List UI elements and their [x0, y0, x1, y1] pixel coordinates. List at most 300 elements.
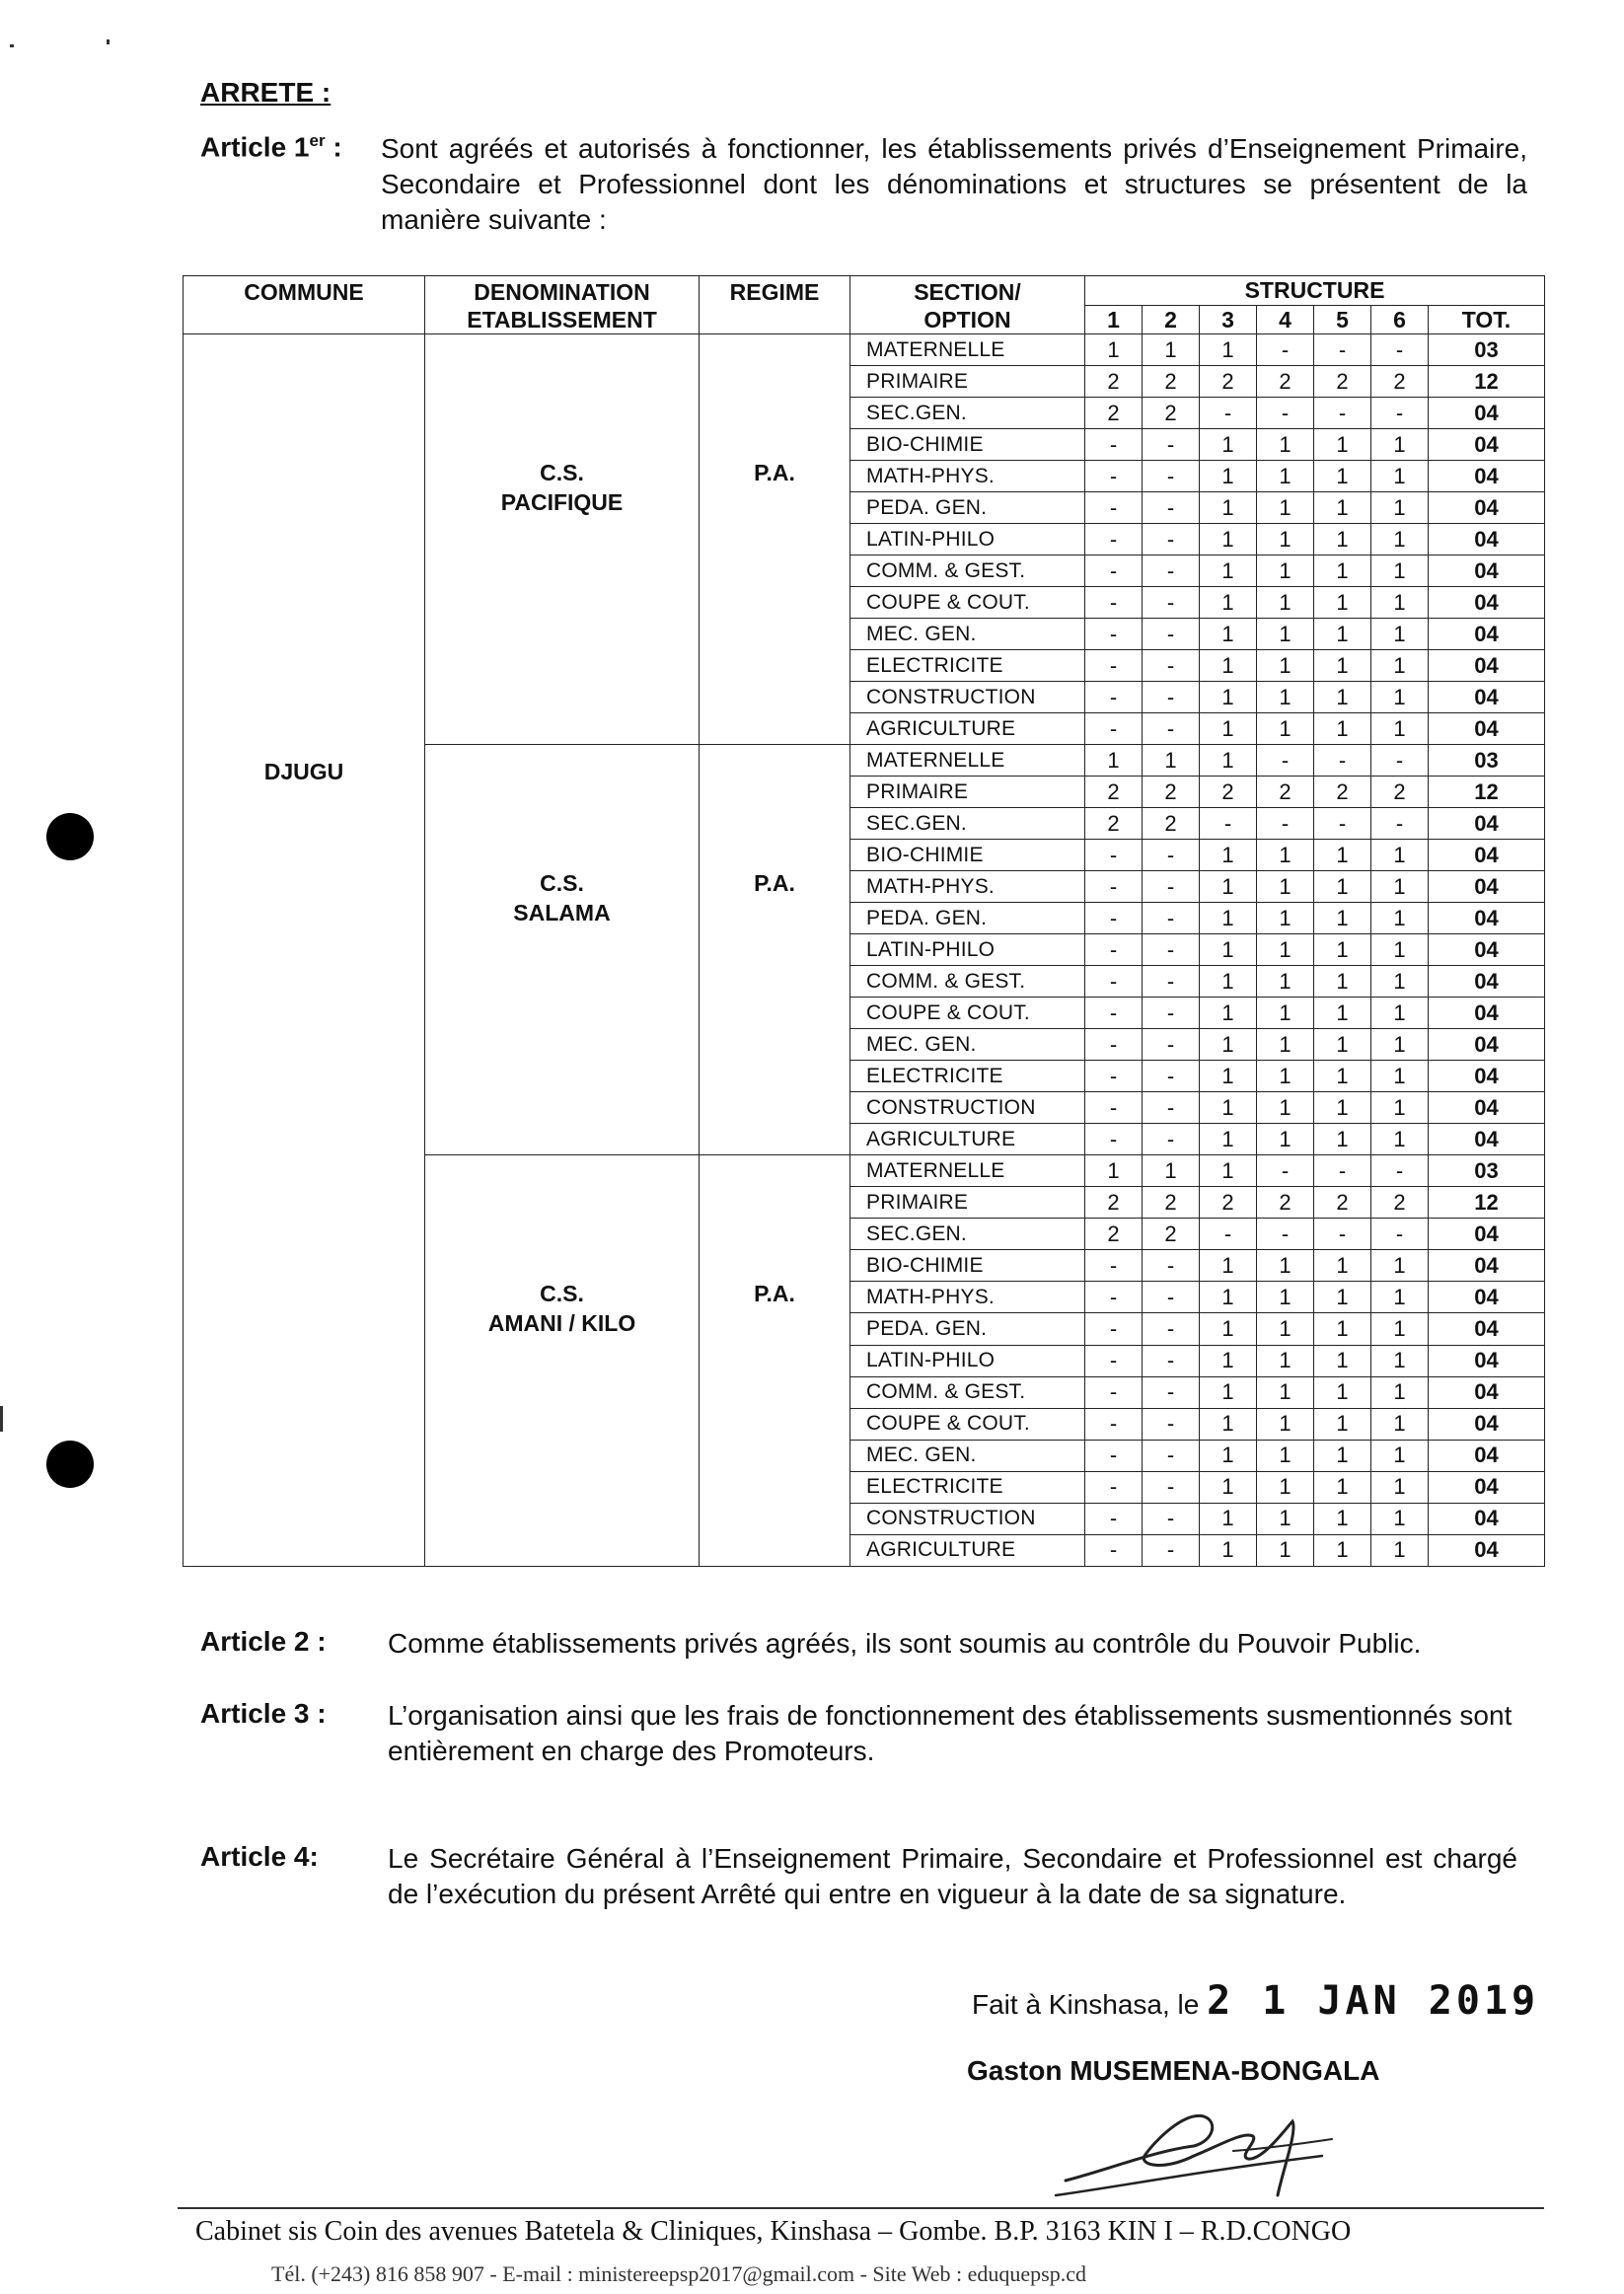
- class-count-cell: 1: [1314, 1345, 1371, 1376]
- class-count-cell: -: [1200, 808, 1257, 840]
- class-count-cell: 1: [1257, 1092, 1314, 1124]
- class-count-cell: 1: [1314, 1313, 1371, 1345]
- class-count-cell: 1: [1371, 871, 1429, 903]
- class-count-cell: 1: [1314, 619, 1371, 650]
- class-count-cell: -: [1143, 998, 1200, 1029]
- class-count-cell: 1: [1314, 1471, 1371, 1503]
- class-count-cell: -: [1143, 1408, 1200, 1440]
- total-cell: 04: [1429, 1440, 1545, 1471]
- total-cell: 04: [1429, 808, 1545, 840]
- class-count-cell: 1: [1371, 650, 1429, 682]
- article-2-label: Article 2 :: [200, 1626, 327, 1657]
- option-cell: MATERNELLE: [850, 334, 1085, 366]
- class-count-cell: -: [1085, 461, 1143, 492]
- class-count-cell: 1: [1371, 1471, 1429, 1503]
- option-cell: ELECTRICITE: [850, 650, 1085, 682]
- class-count-cell: 1: [1314, 1124, 1371, 1155]
- class-count-cell: 1: [1200, 1376, 1257, 1408]
- class-count-cell: 1: [1200, 1250, 1257, 1282]
- class-count-cell: 1: [1200, 1092, 1257, 1124]
- class-count-cell: 1: [1314, 840, 1371, 871]
- total-cell: 03: [1429, 334, 1545, 366]
- option-cell: MATERNELLE: [850, 745, 1085, 777]
- class-count-cell: 1: [1371, 966, 1429, 998]
- class-count-cell: -: [1143, 1061, 1200, 1092]
- scan-speck: [107, 39, 110, 44]
- class-count-cell: 2: [1314, 1187, 1371, 1219]
- class-count-cell: -: [1257, 1155, 1314, 1187]
- class-count-cell: 1: [1257, 871, 1314, 903]
- class-count-cell: 1: [1257, 1408, 1314, 1440]
- class-count-cell: 1: [1257, 1313, 1314, 1345]
- class-count-cell: 1: [1371, 1440, 1429, 1471]
- class-count-cell: 1: [1371, 555, 1429, 587]
- total-cell: 04: [1429, 650, 1545, 682]
- article-4-label: Article 4:: [200, 1841, 319, 1872]
- class-count-cell: 1: [1257, 429, 1314, 461]
- footer-address: Cabinet sis Coin des avenues Batetela & Cliniques, Kinshasa – Gombe. B.P. 3163 KIN I – R.D.CONGO: [195, 2216, 1352, 2247]
- class-count-cell: 1: [1257, 555, 1314, 587]
- class-count-cell: -: [1143, 1534, 1200, 1566]
- punch-hole-bottom: [46, 1441, 94, 1488]
- class-count-cell: 1: [1143, 1155, 1200, 1187]
- total-cell: 04: [1429, 840, 1545, 871]
- scan-edge-mark: [0, 1406, 3, 1432]
- article-3-text: L’organisation ainsi que les frais de fonctionnement des établissements susmentionnés sont entièrement en charge des Promoteurs.: [388, 1700, 1513, 1766]
- header-denomination: DENOMINATION ETABLISSEMENT: [425, 276, 700, 334]
- class-count-cell: -: [1143, 1440, 1200, 1471]
- class-count-cell: 1: [1200, 903, 1257, 934]
- establishment-name-line1: C.S.: [540, 870, 584, 897]
- establishment-name-line2: SALAMA: [513, 900, 611, 926]
- class-count-cell: 1: [1314, 713, 1371, 745]
- class-count-cell: 1: [1314, 555, 1371, 587]
- class-count-cell: 1: [1143, 745, 1200, 777]
- class-count-cell: -: [1085, 1503, 1143, 1534]
- class-count-cell: 1: [1257, 1503, 1314, 1534]
- class-count-cell: 2: [1200, 777, 1257, 808]
- total-cell: 04: [1429, 1124, 1545, 1155]
- class-count-cell: 1: [1200, 619, 1257, 650]
- class-count-cell: 1: [1371, 998, 1429, 1029]
- class-count-cell: 1: [1200, 713, 1257, 745]
- option-cell: MATH-PHYS.: [850, 461, 1085, 492]
- total-cell: 04: [1429, 1092, 1545, 1124]
- class-count-cell: -: [1143, 934, 1200, 966]
- class-count-cell: 1: [1257, 1534, 1314, 1566]
- class-count-cell: 1: [1371, 1345, 1429, 1376]
- class-count-cell: 1: [1371, 492, 1429, 524]
- class-count-cell: 1: [1200, 524, 1257, 555]
- option-cell: SEC.GEN.: [850, 808, 1085, 840]
- establishment-name-line1: C.S.: [540, 460, 584, 485]
- option-cell: PRIMAIRE: [850, 777, 1085, 808]
- class-count-cell: 1: [1314, 998, 1371, 1029]
- class-count-cell: -: [1085, 1440, 1143, 1471]
- regime-cell: [700, 745, 850, 1155]
- class-count-cell: 1: [1257, 840, 1314, 871]
- header-class-5: 5: [1314, 305, 1371, 334]
- class-count-cell: 1: [1371, 524, 1429, 555]
- class-count-cell: 1: [1314, 461, 1371, 492]
- class-count-cell: -: [1143, 1250, 1200, 1282]
- regime-cell: [700, 334, 850, 745]
- total-cell: 03: [1429, 745, 1545, 777]
- class-count-cell: 1: [1200, 1440, 1257, 1471]
- regime-value: P.A.: [754, 460, 795, 485]
- table-row: [184, 334, 1545, 366]
- class-count-cell: -: [1085, 1061, 1143, 1092]
- class-count-cell: -: [1143, 1313, 1200, 1345]
- total-cell: 04: [1429, 966, 1545, 998]
- option-cell: COMM. & GEST.: [850, 1376, 1085, 1408]
- class-count-cell: 1: [1371, 1313, 1429, 1345]
- class-count-cell: 1: [1200, 998, 1257, 1029]
- class-count-cell: 1: [1200, 1124, 1257, 1155]
- class-count-cell: 1: [1257, 1376, 1314, 1408]
- establishment-name-cell: [425, 334, 700, 745]
- class-count-cell: -: [1143, 429, 1200, 461]
- class-count-cell: -: [1143, 1503, 1200, 1534]
- option-cell: CONSTRUCTION: [850, 682, 1085, 713]
- class-count-cell: 1: [1371, 1250, 1429, 1282]
- class-count-cell: -: [1314, 1155, 1371, 1187]
- class-count-cell: 1: [1200, 682, 1257, 713]
- class-count-cell: 1: [1314, 1534, 1371, 1566]
- class-count-cell: 1: [1257, 619, 1314, 650]
- class-count-cell: -: [1143, 461, 1200, 492]
- class-count-cell: 1: [1371, 1061, 1429, 1092]
- class-count-cell: 1: [1257, 1124, 1314, 1155]
- option-cell: LATIN-PHILO: [850, 524, 1085, 555]
- class-count-cell: -: [1085, 998, 1143, 1029]
- class-count-cell: 1: [1200, 1061, 1257, 1092]
- establishment-name-line2: AMANI / KILO: [487, 1310, 636, 1337]
- header-class-6: 6: [1371, 305, 1429, 334]
- option-cell: MATERNELLE: [850, 1155, 1085, 1187]
- class-count-cell: -: [1314, 745, 1371, 777]
- class-count-cell: 1: [1200, 1282, 1257, 1313]
- class-count-cell: 1: [1314, 650, 1371, 682]
- option-cell: PRIMAIRE: [850, 1187, 1085, 1219]
- article-2-text: Comme établissements privés agréés, ils sont soumis au contrôle du Pouvoir Public.: [388, 1628, 1422, 1659]
- class-count-cell: -: [1085, 903, 1143, 934]
- class-count-cell: -: [1085, 619, 1143, 650]
- header-section-option: SECTION/ OPTION: [850, 276, 1085, 334]
- class-count-cell: 1: [1314, 1282, 1371, 1313]
- header-structure: STRUCTURE: [1085, 276, 1545, 306]
- structure-table: [183, 275, 1545, 1567]
- class-count-cell: 2: [1371, 777, 1429, 808]
- scan-speck: [10, 44, 14, 47]
- class-count-cell: 1: [1371, 619, 1429, 650]
- class-count-cell: 2: [1371, 366, 1429, 398]
- class-count-cell: -: [1143, 619, 1200, 650]
- class-count-cell: 2: [1200, 366, 1257, 398]
- class-count-cell: -: [1257, 808, 1314, 840]
- class-count-cell: 1: [1200, 429, 1257, 461]
- class-count-cell: 1: [1314, 492, 1371, 524]
- class-count-cell: 1: [1143, 334, 1200, 366]
- regime-value: P.A.: [754, 1281, 795, 1307]
- class-count-cell: 1: [1257, 1471, 1314, 1503]
- total-cell: 04: [1429, 1376, 1545, 1408]
- total-cell: 04: [1429, 492, 1545, 524]
- class-count-cell: -: [1143, 587, 1200, 619]
- article-1-text: Sont agréés et autorisés à fonctionner, les établissements privés d’Enseignement Primaire, Secondaire et Professionnel dont les dénominations et structures se présentent de la manière suivante :: [381, 133, 1527, 235]
- class-count-cell: 2: [1143, 366, 1200, 398]
- class-count-cell: 1: [1200, 492, 1257, 524]
- total-cell: 04: [1429, 1029, 1545, 1061]
- class-count-cell: 1: [1314, 682, 1371, 713]
- class-count-cell: 1: [1200, 934, 1257, 966]
- footer-contact: Tél. (+243) 816 858 907 - E-mail : ministereepsp2017@gmail.com - Site Web : eduquepsp.cd: [271, 2261, 1086, 2286]
- class-count-cell: -: [1085, 1282, 1143, 1313]
- class-count-cell: -: [1143, 871, 1200, 903]
- class-count-cell: 1: [1257, 650, 1314, 682]
- class-count-cell: 2: [1371, 1187, 1429, 1219]
- class-count-cell: 1: [1200, 871, 1257, 903]
- option-cell: COUPE & COUT.: [850, 998, 1085, 1029]
- class-count-cell: -: [1085, 587, 1143, 619]
- class-count-cell: 1: [1257, 1029, 1314, 1061]
- class-count-cell: 1: [1257, 966, 1314, 998]
- total-cell: 12: [1429, 366, 1545, 398]
- option-cell: LATIN-PHILO: [850, 934, 1085, 966]
- class-count-cell: -: [1143, 1029, 1200, 1061]
- class-count-cell: 1: [1314, 871, 1371, 903]
- class-count-cell: 1: [1314, 1440, 1371, 1471]
- total-cell: 04: [1429, 1408, 1545, 1440]
- class-count-cell: -: [1085, 1408, 1143, 1440]
- class-count-cell: 1: [1200, 1345, 1257, 1376]
- class-count-cell: -: [1371, 1219, 1429, 1250]
- class-count-cell: -: [1314, 1219, 1371, 1250]
- class-count-cell: 1: [1257, 1250, 1314, 1282]
- class-count-cell: 1: [1314, 1376, 1371, 1408]
- class-count-cell: -: [1371, 398, 1429, 429]
- option-cell: AGRICULTURE: [850, 1124, 1085, 1155]
- class-count-cell: 2: [1085, 1219, 1143, 1250]
- class-count-cell: 1: [1371, 713, 1429, 745]
- total-cell: 04: [1429, 1219, 1545, 1250]
- class-count-cell: 2: [1085, 808, 1143, 840]
- class-count-cell: -: [1085, 682, 1143, 713]
- class-count-cell: -: [1085, 1313, 1143, 1345]
- option-cell: BIO-CHIMIE: [850, 429, 1085, 461]
- total-cell: 04: [1429, 934, 1545, 966]
- class-count-cell: -: [1085, 492, 1143, 524]
- option-cell: AGRICULTURE: [850, 1534, 1085, 1566]
- class-count-cell: -: [1085, 650, 1143, 682]
- class-count-cell: -: [1257, 1219, 1314, 1250]
- class-count-cell: 1: [1200, 840, 1257, 871]
- class-count-cell: 1: [1200, 1408, 1257, 1440]
- class-count-cell: 1: [1200, 650, 1257, 682]
- class-count-cell: 2: [1085, 777, 1143, 808]
- decree-heading: ARRETE :: [200, 77, 332, 108]
- class-count-cell: -: [1085, 713, 1143, 745]
- class-count-cell: 1: [1200, 1029, 1257, 1061]
- class-count-cell: 1: [1371, 461, 1429, 492]
- class-count-cell: -: [1143, 492, 1200, 524]
- class-count-cell: 1: [1200, 1155, 1257, 1187]
- option-cell: PEDA. GEN.: [850, 492, 1085, 524]
- class-count-cell: 1: [1371, 1408, 1429, 1440]
- class-count-cell: 2: [1143, 1187, 1200, 1219]
- class-count-cell: 1: [1314, 1503, 1371, 1534]
- class-count-cell: -: [1314, 334, 1371, 366]
- regime-value: P.A.: [754, 870, 795, 897]
- option-cell: AGRICULTURE: [850, 713, 1085, 745]
- class-count-cell: -: [1143, 713, 1200, 745]
- class-count-cell: 1: [1371, 1376, 1429, 1408]
- class-count-cell: 1: [1200, 745, 1257, 777]
- class-count-cell: -: [1143, 1282, 1200, 1313]
- total-cell: 12: [1429, 777, 1545, 808]
- class-count-cell: 2: [1200, 1187, 1257, 1219]
- total-cell: 04: [1429, 1250, 1545, 1282]
- total-cell: 12: [1429, 1187, 1545, 1219]
- class-count-cell: 1: [1371, 1029, 1429, 1061]
- total-cell: 04: [1429, 524, 1545, 555]
- class-count-cell: 1: [1314, 429, 1371, 461]
- class-count-cell: -: [1085, 429, 1143, 461]
- total-cell: 03: [1429, 1155, 1545, 1187]
- class-count-cell: 1: [1257, 682, 1314, 713]
- class-count-cell: 1: [1257, 524, 1314, 555]
- class-count-cell: -: [1085, 934, 1143, 966]
- option-cell: MATH-PHYS.: [850, 871, 1085, 903]
- class-count-cell: -: [1143, 682, 1200, 713]
- class-count-cell: 2: [1143, 777, 1200, 808]
- class-count-cell: 2: [1257, 1187, 1314, 1219]
- total-cell: 04: [1429, 461, 1545, 492]
- class-count-cell: 1: [1257, 1440, 1314, 1471]
- class-count-cell: -: [1085, 555, 1143, 587]
- option-cell: ELECTRICITE: [850, 1471, 1085, 1503]
- class-count-cell: 1: [1257, 903, 1314, 934]
- class-count-cell: -: [1314, 398, 1371, 429]
- class-count-cell: -: [1085, 1345, 1143, 1376]
- class-count-cell: 1: [1257, 998, 1314, 1029]
- class-count-cell: 1: [1257, 1282, 1314, 1313]
- class-count-cell: 1: [1371, 934, 1429, 966]
- class-count-cell: 1: [1371, 1092, 1429, 1124]
- class-count-cell: 1: [1200, 334, 1257, 366]
- header-row-1: [184, 276, 1545, 306]
- date-stamp: 2 1 JAN 2019: [1207, 1978, 1540, 2024]
- class-count-cell: 1: [1257, 492, 1314, 524]
- class-count-cell: 1: [1371, 1282, 1429, 1313]
- class-count-cell: -: [1143, 650, 1200, 682]
- class-count-cell: 2: [1314, 777, 1371, 808]
- class-count-cell: 2: [1085, 398, 1143, 429]
- class-count-cell: 1: [1371, 429, 1429, 461]
- class-count-cell: 1: [1314, 587, 1371, 619]
- option-cell: CONSTRUCTION: [850, 1092, 1085, 1124]
- class-count-cell: 1: [1085, 1155, 1143, 1187]
- class-count-cell: -: [1085, 1124, 1143, 1155]
- total-cell: 04: [1429, 587, 1545, 619]
- header-class-1: 1: [1085, 305, 1143, 334]
- total-cell: 04: [1429, 1503, 1545, 1534]
- establishment-name-line1: C.S.: [540, 1281, 584, 1307]
- class-count-cell: 1: [1200, 1471, 1257, 1503]
- class-count-cell: 2: [1143, 1219, 1200, 1250]
- header-regime: REGIME: [700, 276, 850, 334]
- class-count-cell: -: [1085, 1376, 1143, 1408]
- class-count-cell: -: [1085, 524, 1143, 555]
- class-count-cell: -: [1200, 398, 1257, 429]
- establishment-name-cell: [425, 745, 700, 1155]
- class-count-cell: -: [1371, 745, 1429, 777]
- establishment-name-cell: [425, 1155, 700, 1567]
- class-count-cell: -: [1085, 871, 1143, 903]
- class-count-cell: 1: [1371, 587, 1429, 619]
- option-cell: LATIN-PHILO: [850, 1345, 1085, 1376]
- total-cell: 04: [1429, 1345, 1545, 1376]
- option-cell: BIO-CHIMIE: [850, 1250, 1085, 1282]
- class-count-cell: 2: [1143, 808, 1200, 840]
- article-4-text: Le Secrétaire Général à l’Enseignement Primaire, Secondaire et Professionnel est chargé de l’exécution du présent Arrêté qui entre en vigueur à la date de sa signature.: [388, 1843, 1517, 1909]
- class-count-cell: -: [1143, 524, 1200, 555]
- header-class-2: 2: [1143, 305, 1200, 334]
- class-count-cell: 1: [1314, 1029, 1371, 1061]
- option-cell: PEDA. GEN.: [850, 1313, 1085, 1345]
- establishment-name-line2: PACIFIQUE: [500, 489, 624, 515]
- class-count-cell: -: [1371, 334, 1429, 366]
- class-count-cell: 1: [1257, 461, 1314, 492]
- header-total: TOT.: [1429, 305, 1545, 334]
- option-cell: MATH-PHYS.: [850, 1282, 1085, 1313]
- option-cell: BIO-CHIMIE: [850, 840, 1085, 871]
- total-cell: 04: [1429, 1282, 1545, 1313]
- class-count-cell: -: [1085, 1471, 1143, 1503]
- class-count-cell: 1: [1371, 682, 1429, 713]
- class-count-cell: 1: [1371, 903, 1429, 934]
- header-class-4: 4: [1257, 305, 1314, 334]
- class-count-cell: -: [1143, 1376, 1200, 1408]
- total-cell: 04: [1429, 998, 1545, 1029]
- class-count-cell: -: [1371, 808, 1429, 840]
- class-count-cell: 1: [1314, 1061, 1371, 1092]
- option-cell: MEC. GEN.: [850, 619, 1085, 650]
- total-cell: 04: [1429, 619, 1545, 650]
- class-count-cell: -: [1143, 1471, 1200, 1503]
- total-cell: 04: [1429, 682, 1545, 713]
- total-cell: 04: [1429, 903, 1545, 934]
- total-cell: 04: [1429, 1061, 1545, 1092]
- article-1-label: Article 1er :: [200, 131, 342, 163]
- option-cell: MEC. GEN.: [850, 1029, 1085, 1061]
- class-count-cell: -: [1143, 840, 1200, 871]
- class-count-cell: 1: [1314, 903, 1371, 934]
- class-count-cell: 2: [1085, 1187, 1143, 1219]
- place-text: Fait à Kinshasa, le: [972, 1989, 1200, 2020]
- class-count-cell: 1: [1200, 1313, 1257, 1345]
- class-count-cell: 1: [1200, 587, 1257, 619]
- class-count-cell: 1: [1371, 840, 1429, 871]
- class-count-cell: 1: [1200, 1503, 1257, 1534]
- article-3-label: Article 3 :: [200, 1698, 327, 1729]
- class-count-cell: -: [1085, 1534, 1143, 1566]
- footer-rule: [178, 2207, 1544, 2209]
- class-count-cell: 1: [1314, 524, 1371, 555]
- total-cell: 04: [1429, 1534, 1545, 1566]
- total-cell: 04: [1429, 398, 1545, 429]
- class-count-cell: 1: [1200, 461, 1257, 492]
